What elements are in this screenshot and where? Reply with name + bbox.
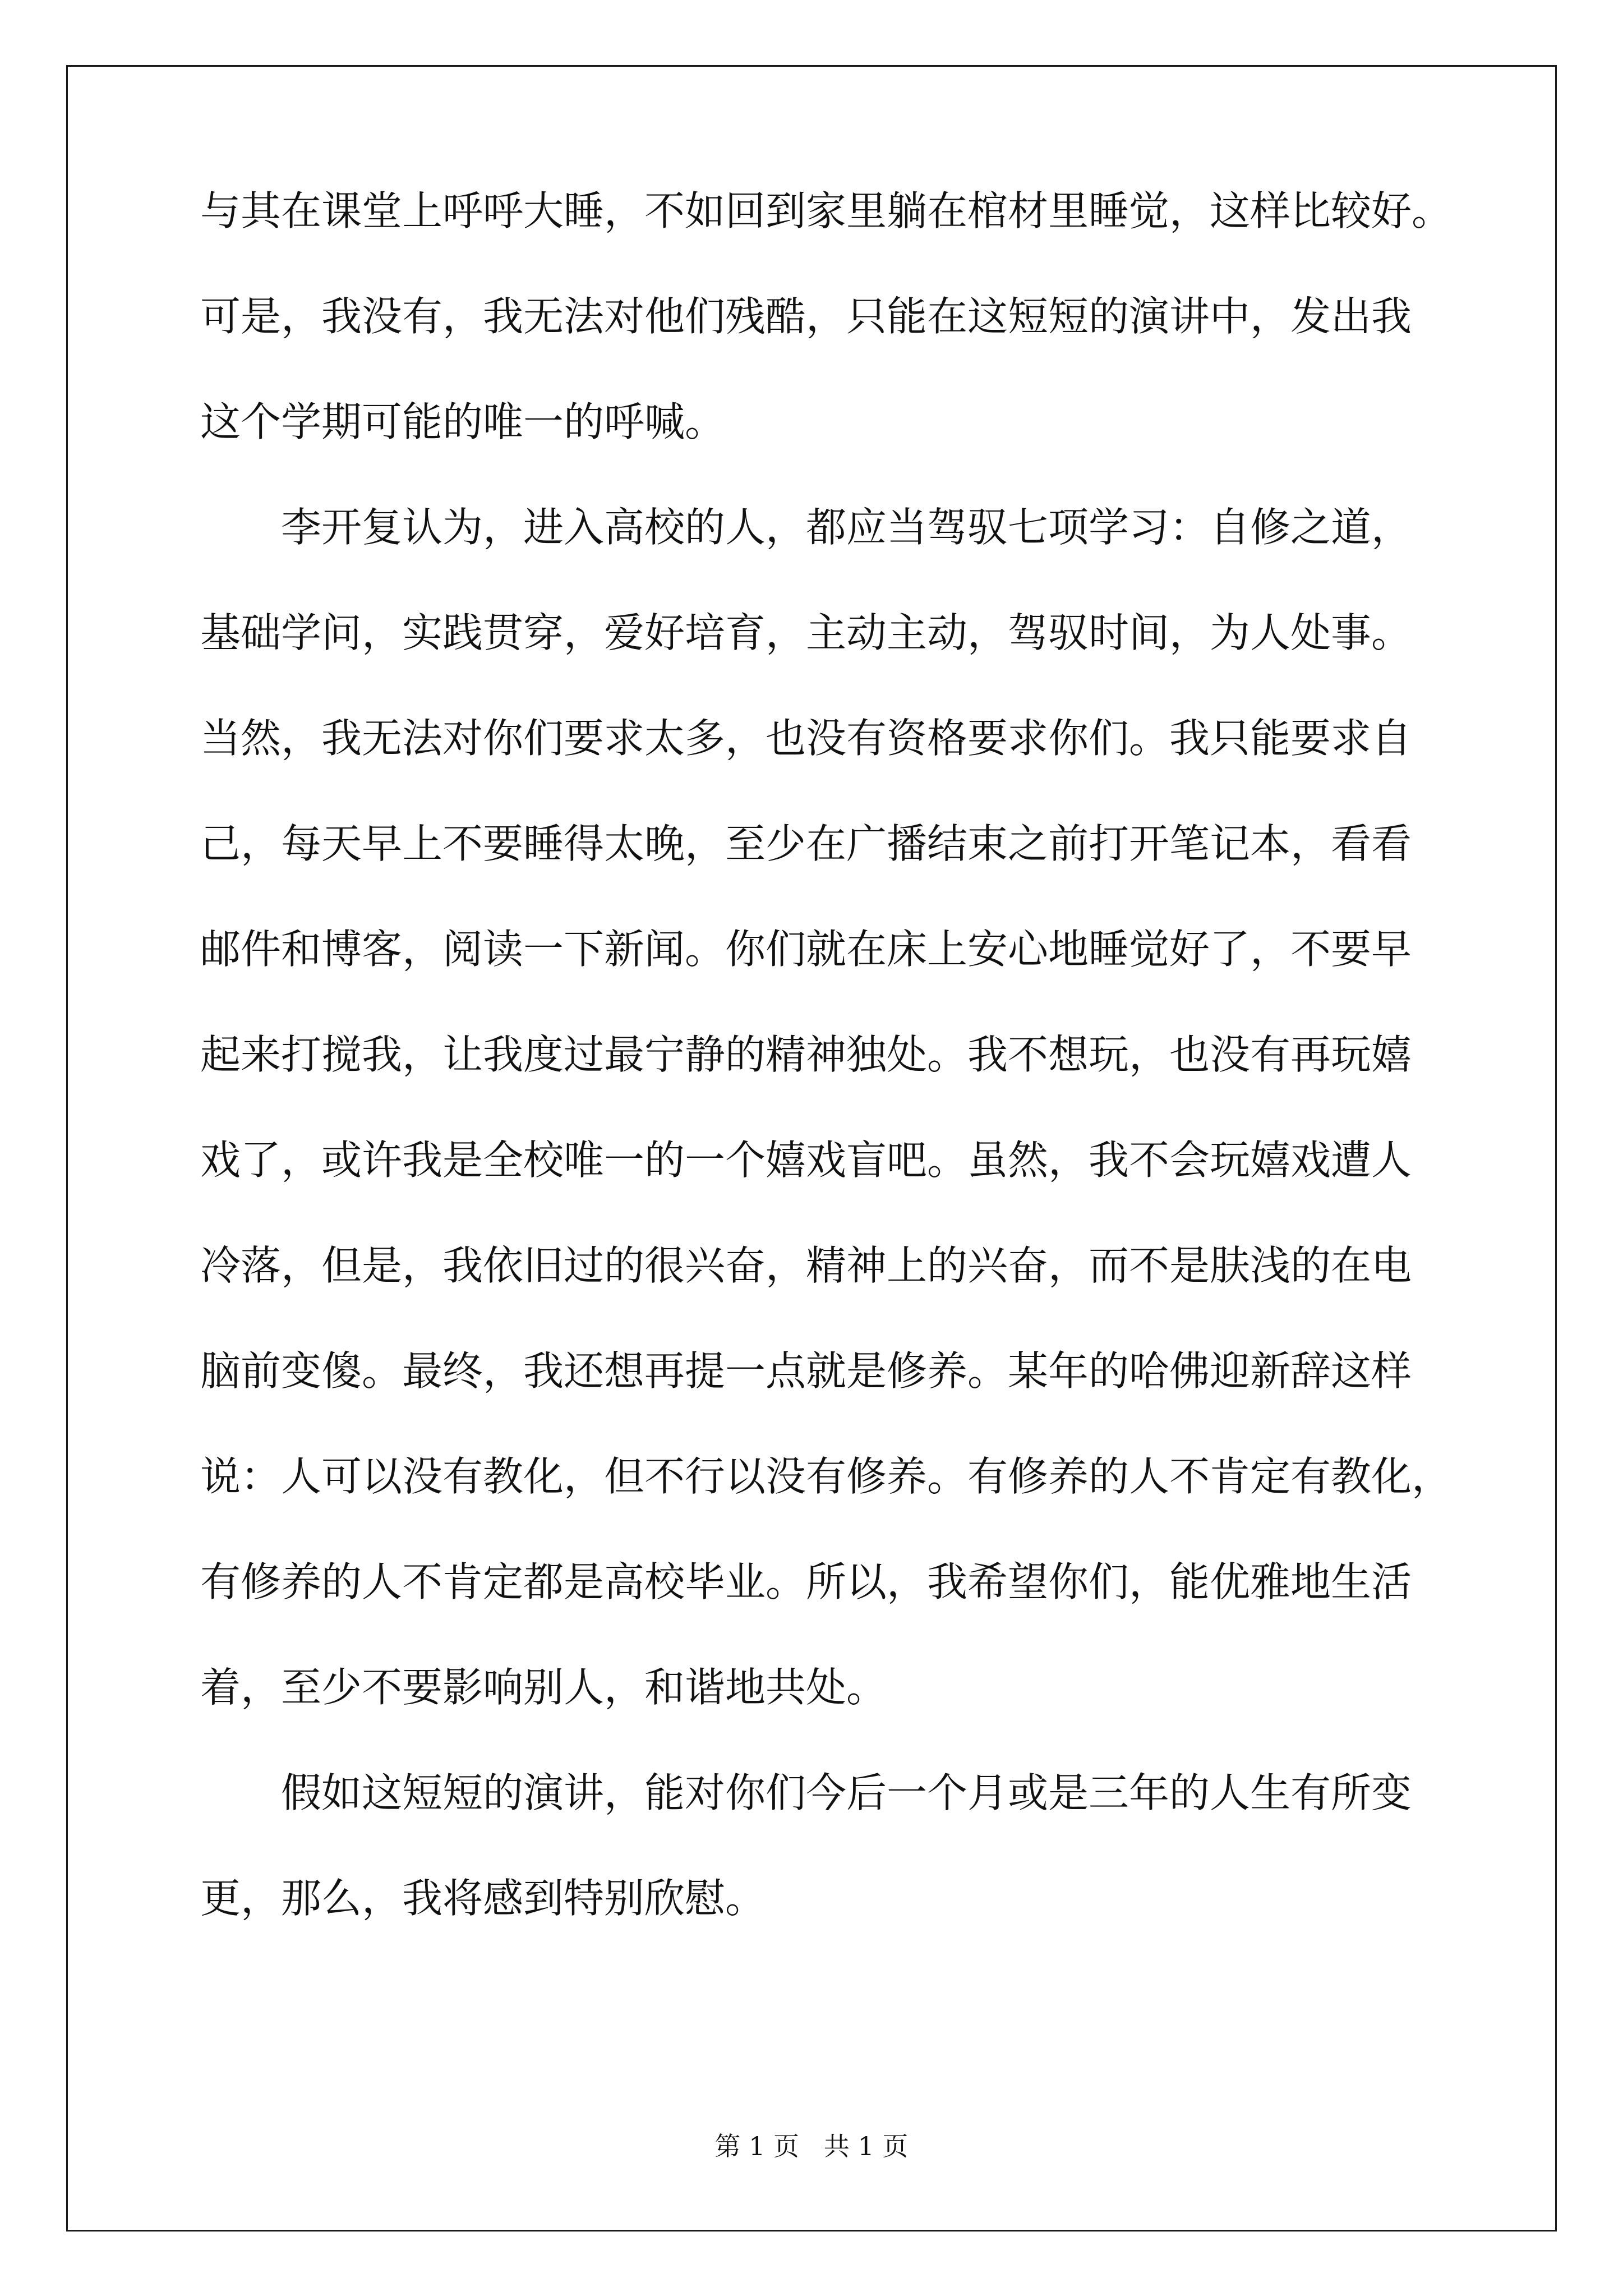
text-line: 冷落，但是，我依旧过的很兴奋，精神上的兴奋，而不是肤浅的在电	[200, 1242, 1412, 1289]
text-line: 脑前变傻。最终，我还想再提一点就是修养。某年的哈佛迎新辞这样	[200, 1347, 1412, 1395]
text-line: 基础学问，实践贯穿，爱好培育，主动主动，驾驭时间，为人处事。	[200, 609, 1412, 656]
text-line: 有修养的人不肯定都是高校毕业。所以，我希望你们，能优雅地生活	[200, 1558, 1412, 1605]
page-footer: 第 1 页 共 1 页	[714, 2131, 909, 2161]
text-line: 邮件和博客，阅读一下新闻。你们就在床上安心地睡觉好了，不要早	[200, 926, 1412, 973]
text-line: 着，至少不要影响别人，和谐地共处。	[200, 1664, 887, 1711]
paragraph-first-line: 李开复认为，进入高校的人，都应当驾驭七项学习：自修之道，	[281, 504, 1412, 551]
text-line: 更，那么，我将感到特别欣慰。	[200, 1875, 766, 1922]
text-line: 起来打搅我，让我度过最宁静的精神独处。我不想玩，也没有再玩嬉	[200, 1031, 1412, 1078]
text-line: 可是，我没有，我无法对他们残酷，只能在这短短的演讲中，发出我	[200, 293, 1412, 340]
text-line: 己，每天早上不要睡得太晚，至少在广播结束之前打开笔记本，看看	[200, 820, 1412, 867]
text-line: 当然，我无法对你们要求太多，也没有资格要求你们。我只能要求自	[200, 715, 1412, 762]
text-line: 这个学期可能的唯一的呼喊。	[200, 398, 726, 445]
text-line: 说：人可以没有教化，但不行以没有修养。有修养的人不肯定有教化，	[200, 1453, 1453, 1500]
text-line: 与其在课堂上呼呼大睡，不如回到家里躺在棺材里睡觉，这样比较好。	[200, 187, 1453, 234]
text-line: 戏了，或许我是全校唯一的一个嬉戏盲吧。虽然，我不会玩嬉戏遭人	[200, 1137, 1412, 1184]
paragraph-first-line: 假如这短短的演讲，能对你们今后一个月或是三年的人生有所变	[281, 1769, 1412, 1816]
